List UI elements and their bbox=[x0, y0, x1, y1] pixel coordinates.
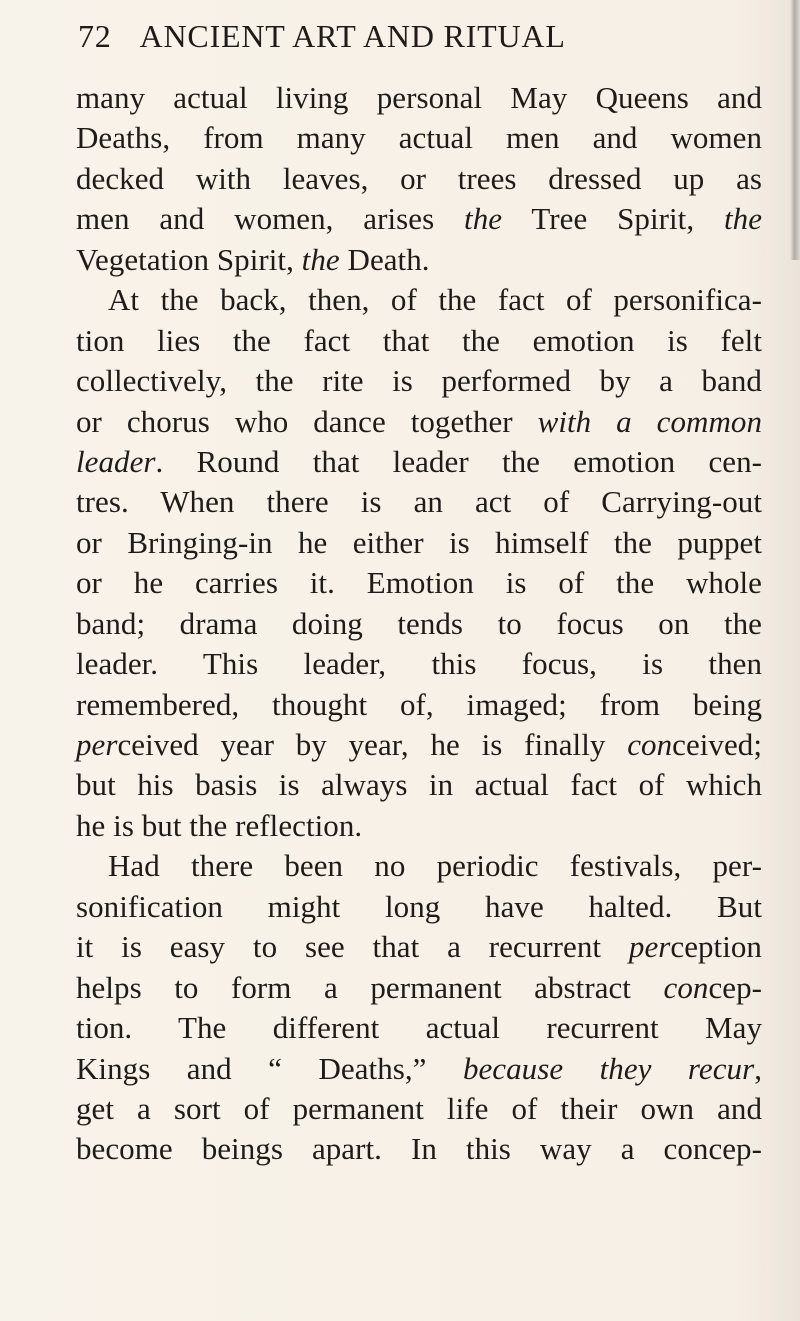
text-line-18: but his basis is always in actual fact of which bbox=[76, 767, 762, 803]
text-line-6: At the back, then, of the fact of personifica- bbox=[108, 282, 762, 318]
page-number: 72 bbox=[78, 18, 112, 54]
page-edge-shadow bbox=[790, 0, 800, 260]
text-line-9: or chorus who dance together with a common bbox=[76, 403, 762, 439]
text-line-17: perceived year by year, he is finally conceived; bbox=[76, 727, 762, 762]
text-line-7: tion lies the fact that the emotion is felt bbox=[76, 322, 762, 358]
text-line-10: leader. Round that leader the emotion cen- bbox=[76, 443, 762, 479]
text-line-3: decked with leaves, or trees dressed up as bbox=[76, 160, 762, 196]
text-line-1: many actual living personal May Queens and bbox=[76, 80, 762, 115]
text-line-26: get a sort of permanent life of their own and bbox=[76, 1090, 762, 1126]
text-line-19: he is but the reflection. bbox=[76, 807, 363, 843]
text-line-4: men and women, arises the Tree Spirit, the bbox=[76, 201, 763, 237]
text-line-21: sonification might long have halted. But bbox=[76, 888, 762, 924]
page-header bbox=[78, 18, 758, 70]
text-line-5: Vegetation Spirit, the Death. bbox=[76, 241, 430, 277]
text-line-23: helps to form a permanent abstract concep- bbox=[76, 969, 762, 1005]
text-line-15: leader. This leader, this focus, is then bbox=[76, 646, 762, 682]
text-line-11: tres. When there is an act of Carrying-out bbox=[76, 484, 762, 520]
text-line-13: or he carries it. Emotion is of the whole bbox=[76, 565, 762, 601]
text-line-12: or Bringing-in he either is himself the puppet bbox=[76, 524, 762, 560]
body-text bbox=[76, 78, 762, 1170]
text-line-27: become beings apart. In this way a concep- bbox=[76, 1131, 762, 1167]
running-head: ANCIENT ART AND RITUAL bbox=[139, 18, 566, 54]
text-line-24: tion. The different actual recurrent May bbox=[76, 1010, 762, 1046]
text-line-8: collectively, the rite is performed by a band bbox=[76, 363, 762, 399]
text-line-16: remembered, thought of, imaged; from being bbox=[76, 686, 762, 722]
text-line-2: Deaths, from many actual men and women bbox=[76, 120, 762, 156]
text-line-14: band; drama doing tends to focus on the bbox=[76, 605, 762, 641]
text-line-25: Kings and “ Deaths,” because they recur, bbox=[76, 1050, 762, 1086]
text-line-20: Had there been no periodic festivals, per- bbox=[108, 848, 762, 884]
text-line-22: it is easy to see that a recurrent perception bbox=[76, 929, 762, 965]
